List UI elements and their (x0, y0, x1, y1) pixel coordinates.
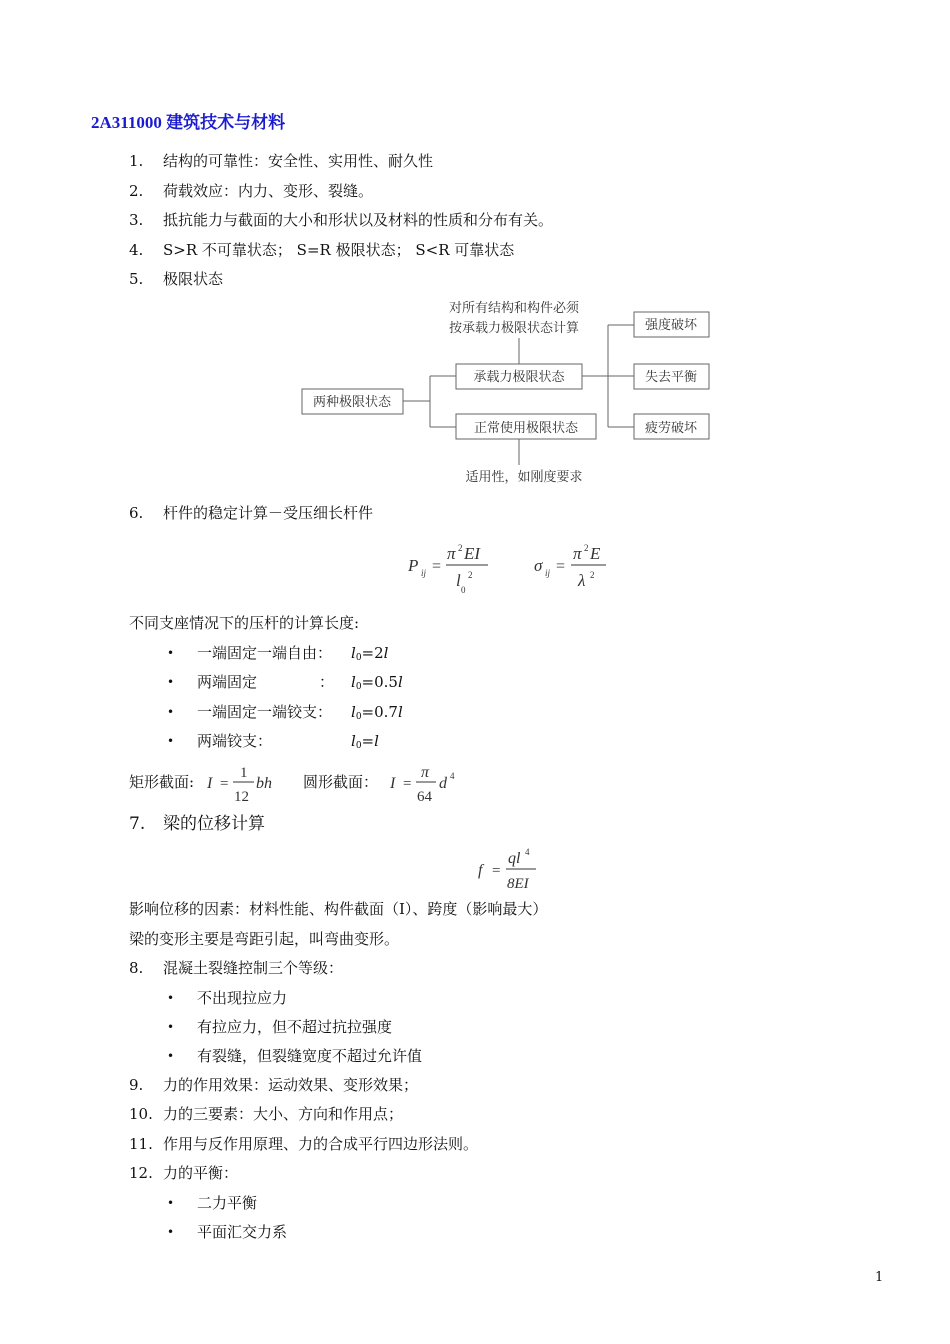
item-text: 荷载效应：内力、变形、裂缝。 (163, 182, 374, 200)
diagram-note-top-1: 对所有结构和构件必须 (449, 301, 580, 316)
support-value: $l_0=l$ (351, 732, 379, 751)
bullet: • (167, 646, 175, 660)
bullet: • (167, 991, 175, 1005)
item-text: 混凝土裂缝控制三个等级： (163, 959, 344, 977)
balance-type: 平面汇交力系 (197, 1223, 288, 1241)
svg-text:2: 2 (458, 543, 463, 553)
item-number: 4. (129, 241, 144, 259)
svg-text:64: 64 (417, 789, 432, 805)
svg-text:4: 4 (450, 771, 455, 781)
svg-text:λ: λ (578, 571, 586, 590)
beam-deflection-formula (472, 843, 552, 895)
item-number: 3. (129, 211, 144, 229)
deflection-factors: 影响位移的因素：材料性能、构件截面（I）、跨度（影响最大） (129, 900, 548, 918)
item-number: 6. (129, 504, 144, 522)
crack-level: 不出现拉应力 (197, 989, 288, 1007)
support-label: 一端固定一端铰支： (197, 703, 333, 721)
item-text: 力的平衡： (163, 1164, 239, 1182)
svg-text:EI: EI (464, 544, 481, 563)
diagram-leaf-strength: 强度破坏 (644, 318, 698, 333)
bullet: • (167, 1225, 175, 1239)
svg-text:=: = (492, 863, 501, 879)
svg-text:bh: bh (256, 775, 272, 792)
support-label: 两端铰支： (197, 732, 273, 750)
svg-text:l: l (456, 571, 461, 590)
svg-text:π: π (573, 544, 582, 563)
svg-text:2: 2 (590, 570, 595, 580)
section-title: 2A311000 建筑技术与材料 (91, 113, 286, 132)
svg-text:0: 0 (461, 585, 466, 595)
svg-text:I: I (390, 775, 396, 792)
item-number: 7. (129, 814, 146, 834)
bullet: • (167, 1196, 175, 1210)
bullet: • (167, 675, 175, 689)
item-number: 1. (129, 152, 144, 170)
circle-inertia-formula (385, 758, 465, 808)
support-label: 一端固定一端自由： (197, 644, 333, 662)
page-number: 1 (875, 1270, 884, 1285)
bullet: • (167, 705, 175, 719)
item-text: 结构的可靠性：安全性、实用性、耐久性 (163, 152, 434, 170)
svg-text:2: 2 (584, 543, 589, 553)
diagram-root-node: 两种极限状态 (312, 395, 392, 410)
svg-text:=: = (220, 776, 229, 792)
svg-text:=: = (403, 776, 412, 792)
item-text: 极限状态 (163, 270, 224, 288)
item-number: 9. (129, 1076, 144, 1094)
svg-text:1: 1 (240, 765, 248, 781)
support-value: $l_0=2l$ (351, 644, 389, 663)
critical-stress-formula (528, 538, 618, 600)
item-text: 梁的位移计算 (163, 814, 265, 834)
item-number: 5. (129, 270, 144, 288)
support-value: $l_0=0.5l$ (351, 673, 403, 692)
crack-level: 有裂缝，但裂缝宽度不超过允许值 (197, 1047, 423, 1065)
svg-text:=: = (432, 558, 442, 575)
svg-text:ij: ij (421, 568, 427, 578)
item-text: S>R 不可靠状态； S=R 极限状态； S<R 可靠状态 (163, 241, 515, 259)
svg-text:π: π (447, 544, 456, 563)
diagram-leaf-balance: 失去平衡 (644, 370, 698, 385)
support-value: $l_0=0.7l$ (351, 703, 403, 722)
diagram-node-bearing: 承载力极限状态 (473, 370, 565, 385)
svg-text:π: π (421, 764, 430, 781)
item-text: 杆件的稳定计算－受压细长杆件 (163, 504, 374, 522)
bending-note: 梁的变形主要是弯距引起，叫弯曲变形。 (129, 930, 400, 948)
diagram-node-serviceability: 正常使用极限状态 (473, 421, 579, 436)
diagram-note-top-2: 按承载力极限状态计算 (449, 321, 580, 336)
svg-text:P: P (408, 556, 419, 575)
rect-inertia-formula (202, 758, 282, 808)
crack-level: 有拉应力，但不超过抗拉强度 (197, 1018, 393, 1036)
svg-text:2: 2 (468, 570, 473, 580)
diagram-note-bottom: 适用性，如刚度要求 (465, 470, 583, 485)
limit-state-diagram (300, 296, 720, 491)
bullet: • (167, 1049, 175, 1063)
balance-type: 二力平衡 (197, 1194, 258, 1212)
item-text: 力的作用效果：运动效果、变形效果； (163, 1076, 419, 1094)
support-intro: 不同支座情况下的压杆的计算长度: (129, 614, 360, 632)
svg-text:d: d (439, 775, 447, 792)
svg-text:E: E (590, 544, 601, 563)
item-text: 力的三要素：大小、方向和作用点； (163, 1105, 404, 1123)
item-text: 抵抗能力与截面的大小和形状以及材料的性质和分布有关。 (163, 211, 554, 229)
item-number: 12. (129, 1164, 153, 1182)
item-number: 2. (129, 182, 144, 200)
support-label: 两端固定 ： (197, 673, 334, 691)
svg-text:4: 4 (525, 847, 530, 857)
item-number: 11. (129, 1135, 153, 1153)
diagram-leaf-fatigue: 疲劳破坏 (644, 421, 698, 436)
svg-text:f: f (478, 862, 483, 879)
svg-text:8EI: 8EI (507, 876, 529, 892)
item-text: 作用与反作用原理、力的合成平行四边形法则。 (163, 1135, 479, 1153)
svg-text:ql: ql (508, 850, 521, 867)
svg-text:ij: ij (545, 568, 551, 578)
svg-text:12: 12 (234, 789, 249, 805)
svg-text:I: I (207, 775, 213, 792)
svg-text:σ: σ (534, 556, 543, 575)
bullet: • (167, 734, 175, 748)
circle-section-label: 圆形截面： (303, 773, 379, 791)
rect-section-label: 矩形截面: (129, 773, 195, 791)
critical-force-formula (400, 538, 510, 600)
item-number: 10. (129, 1105, 153, 1123)
svg-text:=: = (556, 558, 566, 575)
item-number: 8. (129, 959, 144, 977)
bullet: • (167, 1020, 175, 1034)
